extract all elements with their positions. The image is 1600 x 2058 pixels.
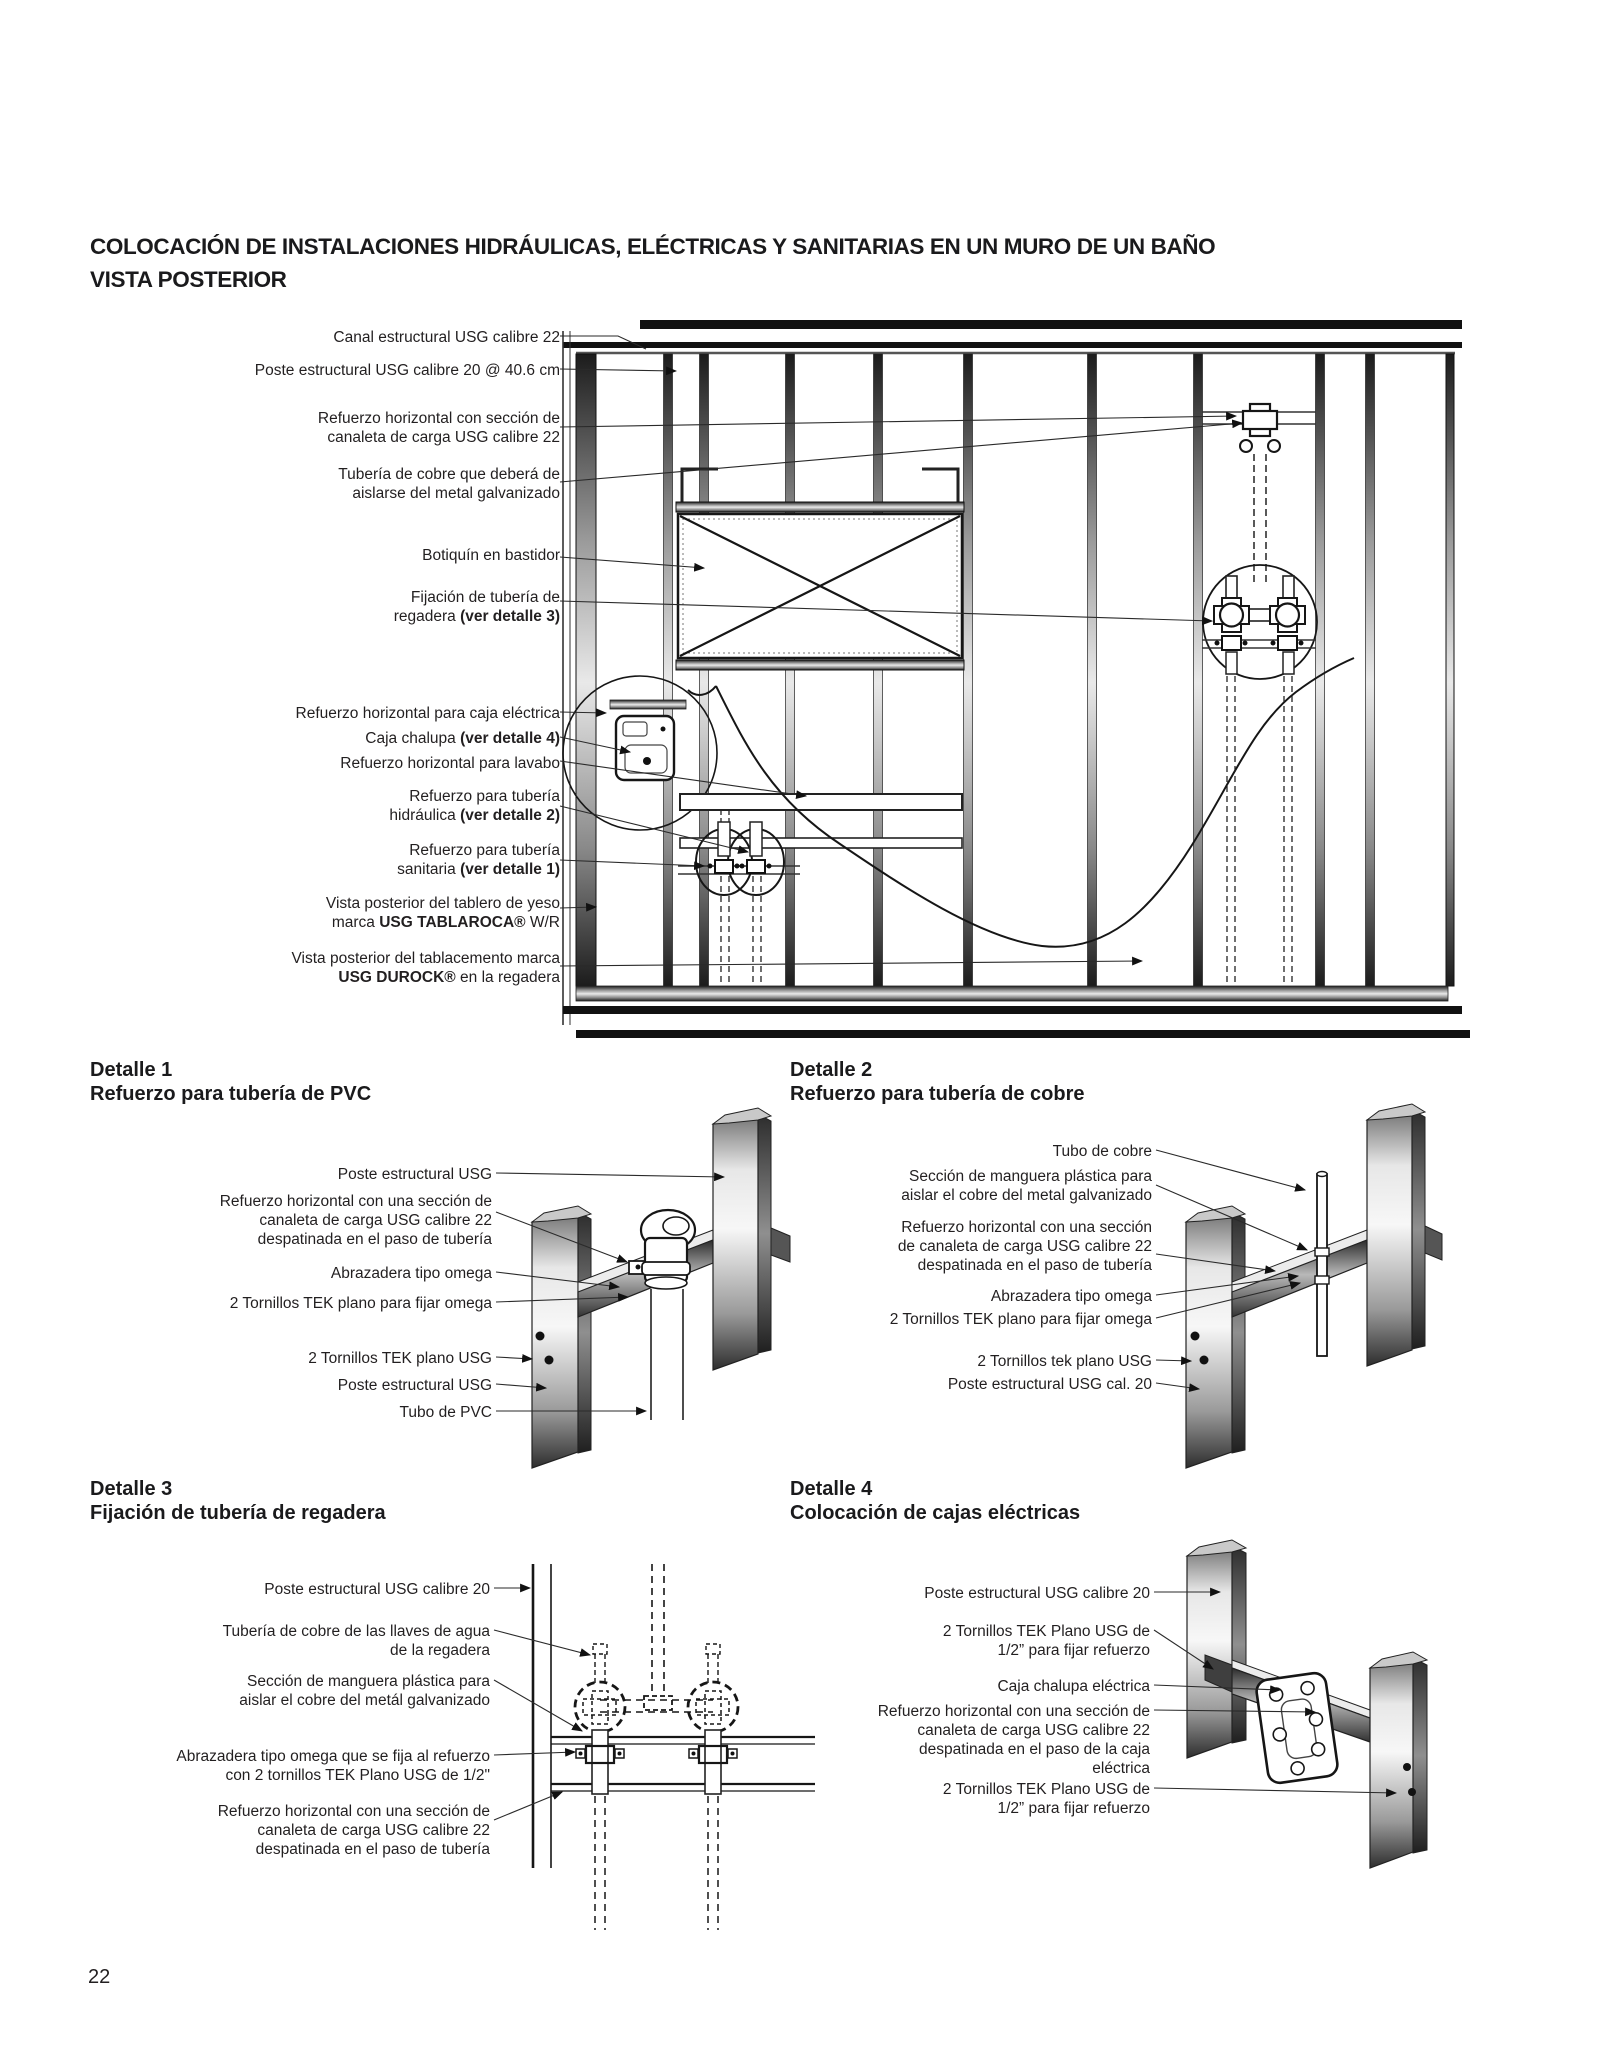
figure-label [977,1352,1152,1371]
figure-label [333,328,560,347]
label-text: canaleta de carga USG calibre 22 [259,1212,492,1229]
label-line [338,484,560,503]
label-text: 2 Tornillos tek plano USG [977,1353,1152,1370]
label-line [943,1622,1150,1641]
label-text: (ver detalle 4) [460,730,560,747]
label-line [397,841,560,860]
detail-2-heading [790,1058,1085,1106]
page-title-line2: VISTA POSTERIOR [90,267,287,292]
label-text: Poste estructural USG calibre 20 @ 40.6 cm [254,362,560,379]
label-line [943,1780,1150,1799]
label-line [318,428,560,447]
label-text: canaleta de carga USG calibre 22 [327,429,560,446]
label-text: (ver detalle 1) [460,861,560,878]
detail-1-drawing [532,1108,790,1468]
label-line [230,1294,492,1313]
label-line [239,1672,490,1691]
detail-4-drawing [1187,1540,1427,1868]
label-text: Refuerzo horizontal para lavabo [340,755,560,772]
figure-label [878,1702,1150,1778]
label-line [291,949,560,968]
figure-label [264,1580,490,1599]
page-title [90,230,1230,296]
figure-label [397,841,560,879]
label-text: Abrazadera tipo omega [990,1288,1152,1305]
figure-label [948,1375,1152,1394]
label-line [977,1352,1152,1371]
figure-label [218,1802,490,1859]
label-text: USG DUROCK® [338,969,456,986]
label-line [394,607,560,626]
page-number: 22 [88,1966,111,1988]
label-line [338,1376,492,1395]
label-text: de la regadera [390,1642,490,1659]
label-line [218,1840,490,1859]
label-line [890,1310,1152,1329]
label-text: Refuerzo horizontal con una sección de [877,1703,1150,1720]
detail-4-title: Detalle 4 [790,1478,873,1500]
label-line [898,1218,1152,1237]
label-text: regadera [393,608,461,625]
label-line [338,1165,492,1184]
label-text: en la regadera [455,969,560,986]
label-line [331,1264,492,1283]
label-line [898,1256,1152,1275]
figure-label [223,1622,490,1660]
label-line [326,894,560,913]
detail-3-heading [90,1477,386,1525]
label-text: con 2 tornillos TEK Plano USG de 1/2" [225,1767,490,1784]
detail-4-heading [790,1477,1080,1525]
label-line [220,1211,492,1230]
label-text: Fijación de tubería de [410,589,560,606]
label-line [389,806,560,825]
label-text: Refuerzo horizontal con sección de [317,410,560,427]
detail-1-subtitle: Refuerzo para tubería de PVC [90,1083,372,1105]
label-line [901,1167,1152,1186]
figure-label [239,1672,490,1710]
label-text: Poste estructural USG [337,1166,492,1183]
label-line [394,588,560,607]
label-text: Poste estructural USG calibre 20 [924,1585,1150,1602]
main-wall-diagram [563,320,1470,1038]
figure-label [318,409,560,447]
label-line [176,1766,490,1785]
figure-label [901,1167,1152,1205]
figure-label [291,949,560,987]
detail-3-subtitle: Fijación de tubería de regadera [90,1502,386,1524]
figure-label [389,787,560,825]
label-line [991,1287,1152,1306]
label-text: Refuerzo horizontal para caja eléctrica [295,705,560,722]
label-text: Poste estructural USG calibre 20 [264,1581,490,1598]
label-line [223,1622,490,1641]
figure-label [1053,1142,1152,1161]
figure-label [422,546,560,565]
label-text: Tubería de cobre que deberá de [338,466,560,483]
label-text: de canaleta de carga USG calibre 22 [897,1238,1152,1255]
label-text: Vista posterior del tablacemento marca [291,950,560,967]
label-text: 1/2” para fijar refuerzo [997,1800,1150,1817]
label-line [365,729,560,748]
label-line [218,1802,490,1821]
label-text: 1/2” para fijar refuerzo [997,1642,1150,1659]
label-line [948,1375,1152,1394]
label-text: 2 Tornillos TEK Plano USG de [942,1781,1150,1798]
figure-label [400,1403,492,1422]
label-line [389,787,560,806]
figure-label [898,1218,1152,1275]
label-text: Refuerzo horizontal con una sección [901,1219,1152,1236]
label-line [400,1403,492,1422]
label-line [264,1580,490,1599]
label-text: 2 Tornillos TEK plano USG [308,1350,492,1367]
label-text: Caja chalupa eléctrica [997,1678,1150,1695]
label-text: hidráulica [389,807,461,824]
label-text: marca [331,914,380,931]
label-line [239,1691,490,1710]
label-text: Refuerzo horizontal con una sección de [219,1193,492,1210]
label-line [318,409,560,428]
figure-label [326,894,560,932]
figure-label [943,1622,1150,1660]
figure-label [340,754,560,773]
figure-label [890,1310,1152,1329]
detail-4-subtitle: Colocación de cajas eléctricas [790,1502,1081,1524]
label-text: Tubería de cobre de las llaves de agua [222,1623,490,1640]
figure-label [365,729,560,748]
label-text: despatinada en el paso de tubería [917,1257,1152,1274]
label-line [878,1740,1150,1759]
figure-label [924,1584,1150,1603]
label-text: Botiquín en bastidor [422,547,560,564]
label-line [878,1721,1150,1740]
label-text: Abrazadera tipo omega que se fija al refuerzo [176,1748,490,1765]
label-line [901,1186,1152,1205]
label-line [997,1677,1150,1696]
label-text: Refuerzo para tubería [409,788,560,805]
label-text: (ver detalle 2) [460,807,560,824]
label-text: Refuerzo para tubería [409,842,560,859]
label-text: USG TABLAROCA® [379,914,526,931]
label-text: 2 Tornillos TEK Plano USG de [942,1623,1150,1640]
label-line [943,1641,1150,1660]
label-text: aislar el cobre del metal galvanizado [901,1187,1152,1204]
label-line [340,754,560,773]
label-text: canaleta de carga USG calibre 22 [917,1722,1150,1739]
detail-1-heading [90,1058,371,1106]
figure-label [220,1192,492,1249]
figure-label [176,1747,490,1785]
page-title-line1: COLOCACIÓN DE INSTALACIONES HIDRÁULICAS, ELÉCTRICAS Y SANITARIAS EN UN MURO DE UN BAÑO [90,234,1216,259]
label-line [291,968,560,987]
label-text: aislar el cobre del metál galvanizado [239,1692,490,1709]
figure-label [230,1294,492,1313]
detail-3-title: Detalle 3 [90,1478,173,1500]
label-text: 2 Tornillos TEK plano para fijar omega [229,1295,492,1312]
label-text: despatinada en el paso de tubería [257,1231,492,1248]
figure-label [338,1165,492,1184]
label-line [218,1821,490,1840]
label-text: Canal estructural USG calibre 22 [333,329,560,346]
figure-label [338,1376,492,1395]
detail-2-subtitle: Refuerzo para tubería de cobre [790,1083,1085,1105]
label-text: Vista posterior del tablero de yeso [325,895,560,912]
figure-label [991,1287,1152,1306]
detail-1-title: Detalle 1 [90,1059,173,1081]
figure-label [997,1677,1150,1696]
label-line [308,1349,492,1368]
label-line [223,1641,490,1660]
label-text: canaleta de carga USG calibre 22 [257,1822,490,1839]
label-line [1053,1142,1152,1161]
label-text: W/R [525,914,560,931]
label-text: despatinada en el paso de tubería [255,1841,490,1858]
figure-label [255,361,560,380]
figure-label [338,465,560,503]
detail-2-title: Detalle 2 [790,1059,873,1081]
label-line [326,913,560,932]
figure-label [308,1349,492,1368]
label-text: Abrazadera tipo omega [330,1265,492,1282]
label-line [422,546,560,565]
label-line [333,328,560,347]
label-text: Tubo de cobre [1052,1143,1152,1160]
figure-label [331,1264,492,1283]
label-text: Tubo de PVC [399,1404,492,1421]
label-line [943,1799,1150,1818]
label-line [898,1237,1152,1256]
label-text: Caja chalupa [365,730,461,747]
label-text: Refuerzo horizontal con una sección de [217,1803,490,1820]
label-line [924,1584,1150,1603]
figure-label [943,1780,1150,1818]
label-line [176,1747,490,1766]
label-text: Poste estructural USG [337,1377,492,1394]
label-line [878,1759,1150,1778]
figure-label [394,588,560,626]
label-line [255,361,560,380]
label-text: (ver detalle 3) [460,608,560,625]
label-line [220,1230,492,1249]
label-line [296,704,561,723]
label-text: eléctrica [1092,1760,1150,1777]
label-text: Sección de manguera plástica para [247,1673,490,1690]
label-text: sanitaria [397,861,461,878]
label-text: Sección de manguera plástica para [909,1168,1152,1185]
label-text: 2 Tornillos TEK plano para fijar omega [889,1311,1152,1328]
label-text: Poste estructural USG cal. 20 [947,1376,1152,1393]
label-line [338,465,560,484]
label-line [878,1702,1150,1721]
figure-label [296,704,561,723]
label-line [397,860,560,879]
label-text: despatinada en el paso de la caja [919,1741,1150,1758]
label-line [220,1192,492,1211]
detail-3-drawing [533,1564,815,1930]
label-text: aislarse del metal galvanizado [352,485,560,502]
